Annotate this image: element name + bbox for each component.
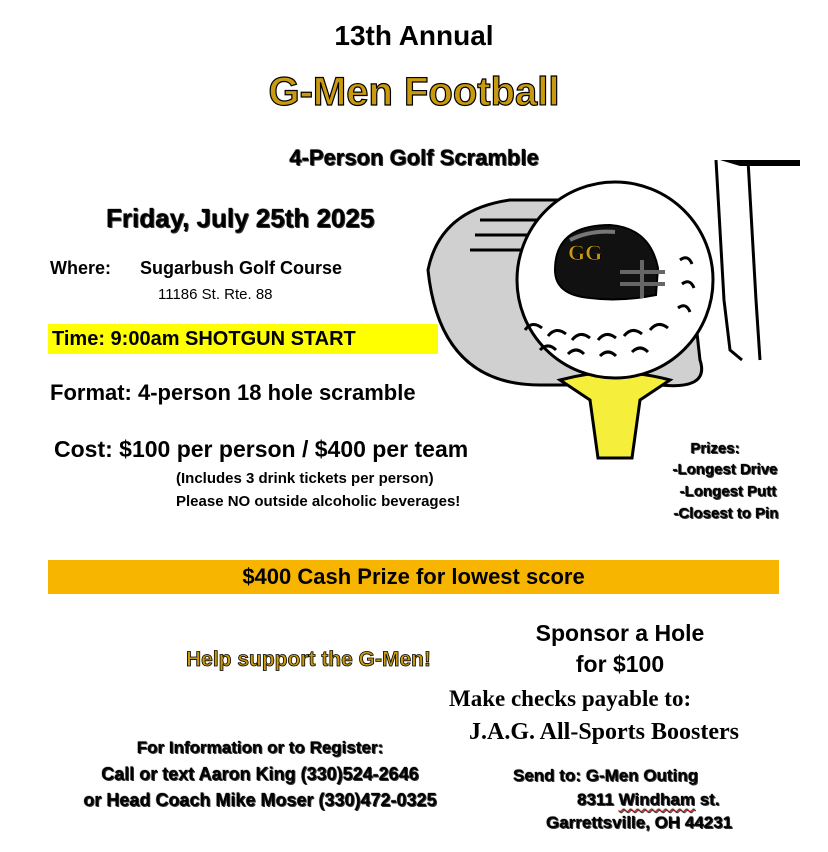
street-name: Windham [618,790,695,809]
checks-payable-label: Make checks payable to: [449,686,692,711]
format-line: Format: 4-person 18 hole scramble [50,380,416,405]
sponsor-line2: for $100 [575,651,665,677]
street-number: 8311 [577,790,614,809]
venue-name: Sugarbush Golf Course [140,258,343,278]
golf-tee [560,373,670,459]
event-type: 4-Person Golf Scramble [289,145,539,170]
info-heading: For Information or to Register: [136,738,384,757]
annual-heading: 13th Annual [334,20,494,51]
cost-note-drinks: (Includes 3 drink tickets per person) [176,470,434,487]
team-title: G-Men Football [268,70,560,114]
send-to-street [577,790,720,810]
club-shaft [720,160,800,166]
cost-line: Cost: $100 per person / $400 per team [54,436,469,462]
prizes-title: Prizes: [690,440,740,457]
prize-item: -Longest Drive [672,461,778,478]
start-time: Time: 9:00am SHOTGUN START [48,324,438,354]
send-to-line: Send to: G-Men Outing [513,766,699,785]
sponsor-line1: Sponsor a Hole [535,620,705,646]
send-to-city: Garrettsville, OH 44231 [546,813,733,832]
cash-prize-banner: $400 Cash Prize for lowest score [48,560,779,594]
cost-note-alcohol: Please NO outside alcoholic beverages! [176,493,461,510]
event-date: Friday, July 25th 2025 [106,203,375,233]
support-slogan: Help support the G-Men! [186,648,431,671]
street-suffix: st. [699,790,720,809]
golf-illustration [420,160,800,460]
prize-item: -Longest Putt [679,483,777,500]
svg-text:GG: GG [568,240,603,265]
contact-mike-moser: or Head Coach Mike Moser (330)472-0325 [83,790,437,810]
checks-payee: J.A.G. All-Sports Boosters [469,719,739,745]
venue-address: 11186 St. Rte. 88 [158,286,273,303]
where-label: Where: [50,258,112,278]
contact-aaron-king: Call or text Aaron King (330)524-2646 [101,764,419,784]
prize-item: -Closest to Pin [673,505,779,522]
